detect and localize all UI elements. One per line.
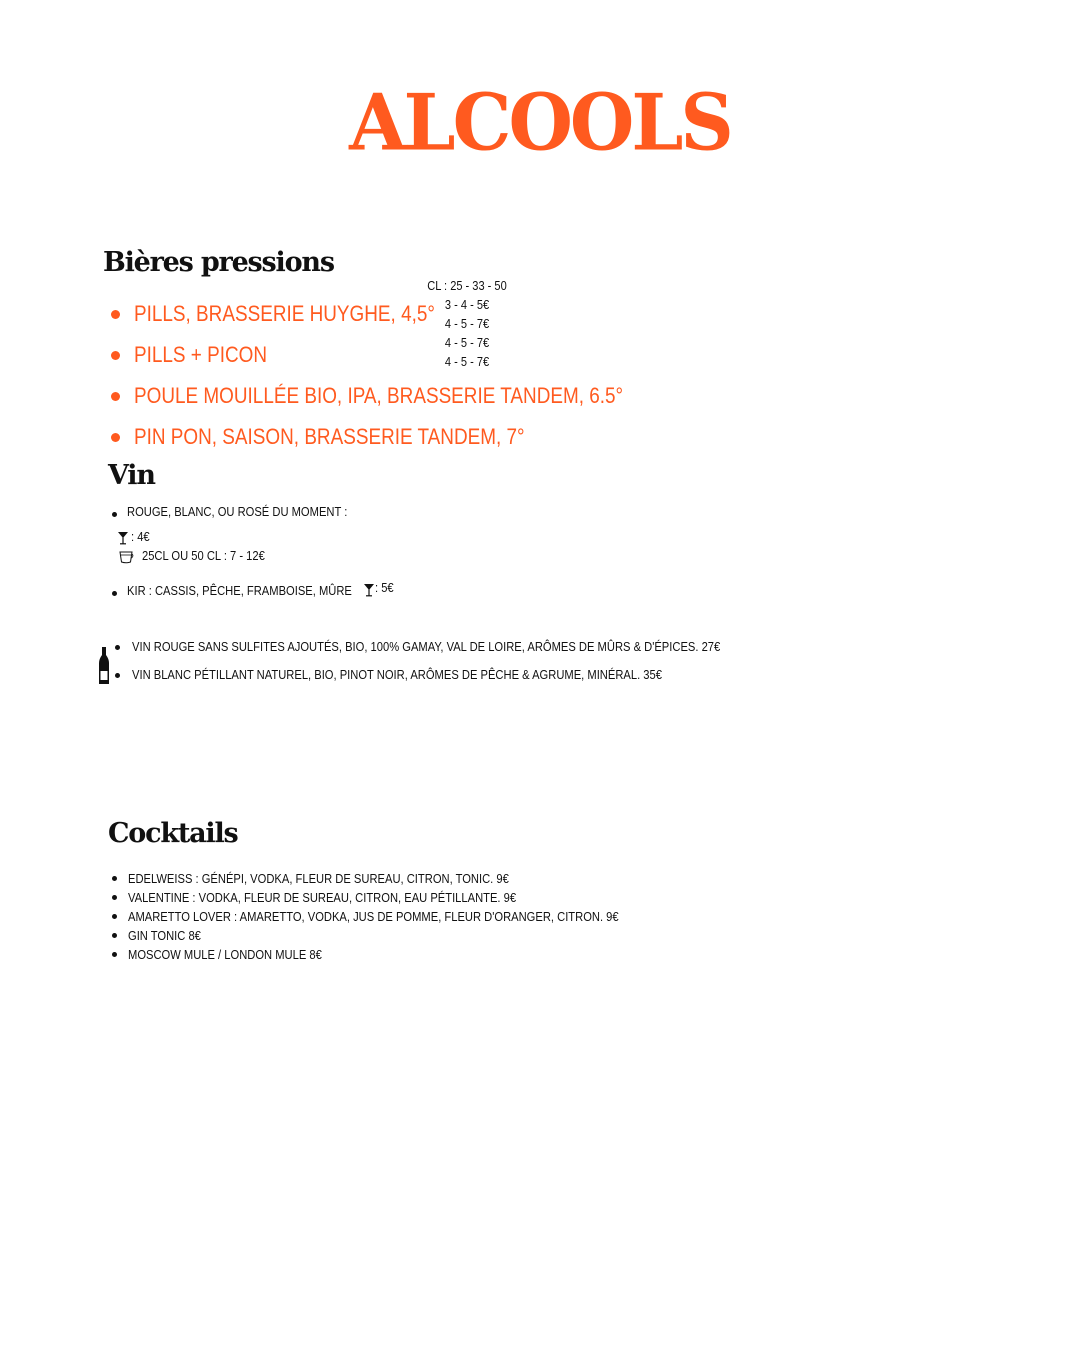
kir-label: KIR : CASSIS, PÊCHE, FRAMBOISE, MÛRE — [127, 583, 352, 598]
beer-list — [110, 296, 703, 460]
cocktail-text: MOSCOW MULE / LONDON MULE 8€ — [128, 947, 322, 962]
list-item — [110, 869, 698, 888]
beer-name: POULE MOUILLÉE BIO, IPA, BRASSERIE TANDEM, 6.5° — [134, 383, 624, 408]
carafe-icon — [118, 550, 134, 564]
page-title: ALCOOLS — [349, 77, 731, 169]
list-item — [110, 907, 698, 926]
bottle-wine-list — [112, 638, 816, 694]
wine-bottle-icon — [97, 647, 111, 685]
bottle-wine-text: VIN BLANC PÉTILLANT NATUREL, BIO, PINOT NOIR, ARÔMES DE PÊCHE & AGRUME, MINÉRAL. 35€ — [132, 667, 662, 682]
wine-glass-icon — [363, 583, 375, 597]
list-item — [110, 337, 703, 378]
cocktails-heading: Cocktails — [108, 818, 238, 849]
list-item — [110, 419, 703, 460]
list-item — [112, 638, 816, 666]
bottle-wine-text: VIN ROUGE SANS SULFITES AJOUTÉS, BIO, 100% GAMAY, VAL DE LOIRE, ARÔMES DE MÛRS & D'ÉPICES. 27€ — [132, 639, 721, 654]
beer-price: 4 - 5 - 7€ — [444, 316, 490, 331]
bullet — [112, 591, 117, 596]
beer-name: PILLS + PICON — [134, 342, 268, 367]
list-item — [110, 378, 703, 419]
house-wine-carafe-price — [118, 548, 285, 563]
cocktail-text: GIN TONIC 8€ — [128, 928, 201, 943]
wine-heading: Vin — [108, 460, 155, 491]
house-wine-item — [112, 504, 383, 519]
beer-price: 4 - 5 - 7€ — [444, 335, 490, 350]
cocktail-list — [110, 869, 698, 964]
cocktail-text: AMARETTO LOVER : AMARETTO, VODKA, JUS DE POMME, FLEUR D'ORANGER, CITRON. 9€ — [128, 909, 619, 924]
list-item — [112, 666, 816, 694]
carafe-price-text: 25CL OU 50 CL : 7 - 12€ — [142, 548, 265, 563]
beer-price: 3 - 4 - 5€ — [444, 297, 490, 312]
house-wine-label: ROUGE, BLANC, OU ROSÉ DU MOMENT : — [127, 504, 348, 519]
list-item — [110, 926, 698, 945]
kir-glass-price — [363, 580, 397, 595]
bullet — [112, 512, 117, 517]
glass-price-text: : 4€ — [131, 529, 150, 544]
list-item — [110, 296, 703, 337]
beer-name: PILLS, BRASSERIE HUYGHE, 4,5° — [134, 301, 435, 326]
kir-price-text: : 5€ — [375, 580, 394, 595]
cocktail-text: EDELWEISS : GÉNÉPI, VODKA, FLEUR DE SUREAU, CITRON, TONIC. 9€ — [128, 871, 509, 886]
beer-sizes-label: CL : 25 - 33 - 50 — [427, 278, 507, 293]
wine-glass-icon — [117, 531, 129, 545]
list-item — [110, 888, 698, 907]
beer-price: 4 - 5 - 7€ — [444, 354, 490, 369]
beer-name: PIN PON, SAISON, BRASSERIE TANDEM, 7° — [134, 424, 525, 449]
house-wine-glass-price — [117, 529, 153, 544]
cocktail-text: VALENTINE : VODKA, FLEUR DE SUREAU, CITRON, EAU PÉTILLANTE. 9€ — [128, 890, 517, 905]
list-item — [110, 945, 698, 964]
kir-item — [112, 583, 389, 598]
beers-heading: Bières pressions — [103, 247, 334, 278]
